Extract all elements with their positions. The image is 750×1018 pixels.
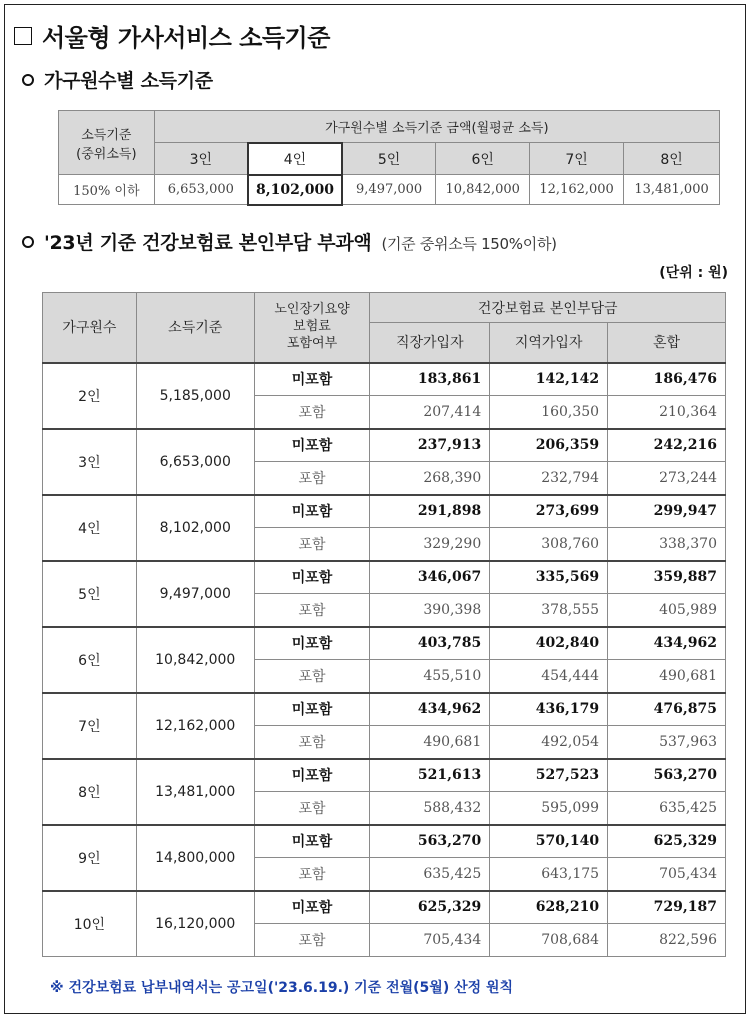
workplace-amount: 563,270 <box>370 825 490 858</box>
income-criteria: 6,653,000 <box>136 429 254 495</box>
workplace-amount: 237,913 <box>370 429 490 462</box>
t2-header-mixed: 혼합 <box>608 323 726 363</box>
mixed-amount: 537,963 <box>608 726 726 759</box>
ltc-status: 포함 <box>254 528 370 561</box>
household-size: 6인 <box>43 627 137 693</box>
t1-income-value: 13,481,000 <box>624 175 720 205</box>
table-row <box>43 561 726 594</box>
circle-bullet-icon <box>22 74 34 86</box>
income-criteria: 16,120,000 <box>136 891 254 957</box>
t1-income-value: 6,653,000 <box>154 175 248 205</box>
t1-row-header: 소득기준 (중위소득) <box>59 111 155 175</box>
regional-amount: 570,140 <box>490 825 608 858</box>
table-row <box>43 693 726 726</box>
workplace-amount: 625,329 <box>370 891 490 924</box>
household-size: 10인 <box>43 891 137 957</box>
mixed-amount: 490,681 <box>608 660 726 693</box>
income-criteria: 5,185,000 <box>136 363 254 429</box>
regional-amount: 628,210 <box>490 891 608 924</box>
ltc-status: 미포함 <box>254 825 370 858</box>
health-insurance-table <box>42 292 726 957</box>
t2-header-ltc: 노인장기요양 보험료 포함여부 <box>254 293 370 363</box>
regional-amount: 454,444 <box>490 660 608 693</box>
ltc-status: 미포함 <box>254 429 370 462</box>
mixed-amount: 338,370 <box>608 528 726 561</box>
t1-size-header: 5인 <box>342 143 436 175</box>
workplace-amount: 635,425 <box>370 858 490 891</box>
ltc-status: 포함 <box>254 660 370 693</box>
regional-amount: 142,142 <box>490 363 608 396</box>
mixed-amount: 299,947 <box>608 495 726 528</box>
regional-amount: 206,359 <box>490 429 608 462</box>
ltc-status: 포함 <box>254 792 370 825</box>
mixed-amount: 563,270 <box>608 759 726 792</box>
ltc-status: 미포함 <box>254 759 370 792</box>
table-row <box>43 363 726 396</box>
regional-amount: 643,175 <box>490 858 608 891</box>
ltc-status: 미포함 <box>254 693 370 726</box>
regional-amount: 436,179 <box>490 693 608 726</box>
t2-header-income: 소득기준 <box>136 293 254 363</box>
page-title-text: 서울형 가사서비스 소득기준 <box>42 24 330 52</box>
mixed-amount: 635,425 <box>608 792 726 825</box>
section1-title <box>22 66 213 93</box>
regional-amount: 492,054 <box>490 726 608 759</box>
mixed-amount: 625,329 <box>608 825 726 858</box>
t1-size-header: 7인 <box>530 143 624 175</box>
regional-amount: 708,684 <box>490 924 608 957</box>
t1-size-header: 4인 <box>248 143 342 175</box>
ltc-status: 포함 <box>254 594 370 627</box>
workplace-amount: 403,785 <box>370 627 490 660</box>
table-row <box>43 759 726 792</box>
t2-header-workplace: 직장가입자 <box>370 323 490 363</box>
mixed-amount: 210,364 <box>608 396 726 429</box>
section2-title-text: '23년 기준 건강보험료 본인부담 부과액 <box>44 232 372 254</box>
regional-amount: 273,699 <box>490 495 608 528</box>
workplace-amount: 434,962 <box>370 693 490 726</box>
mixed-amount: 729,187 <box>608 891 726 924</box>
table-row <box>43 891 726 924</box>
household-size: 5인 <box>43 561 137 627</box>
section2-title <box>22 228 557 255</box>
regional-amount: 232,794 <box>490 462 608 495</box>
t1-income-value: 8,102,000 <box>248 175 342 205</box>
mixed-amount: 476,875 <box>608 693 726 726</box>
ltc-status: 포함 <box>254 726 370 759</box>
t1-size-header: 8인 <box>624 143 720 175</box>
household-size: 8인 <box>43 759 137 825</box>
ltc-status: 포함 <box>254 396 370 429</box>
footnote: ※ 건강보험료 납부내역서는 공고일('23.6.19.) 기준 전월(5월) 산정 원칙 <box>50 980 514 996</box>
mixed-amount: 705,434 <box>608 858 726 891</box>
t1-income-value: 9,497,000 <box>342 175 436 205</box>
t2-header-regional: 지역가입자 <box>490 323 608 363</box>
mixed-amount: 434,962 <box>608 627 726 660</box>
regional-amount: 335,569 <box>490 561 608 594</box>
square-bullet-icon <box>14 27 32 45</box>
workplace-amount: 705,434 <box>370 924 490 957</box>
household-size: 2인 <box>43 363 137 429</box>
ltc-status: 미포함 <box>254 891 370 924</box>
unit-label: (단위 : 원) <box>659 265 728 281</box>
section2-subtitle: (기준 중위소득 150%이하) <box>381 235 557 253</box>
t1-group-header: 가구원수별 소득기준 금액(월평균 소득) <box>154 111 719 143</box>
mixed-amount: 359,887 <box>608 561 726 594</box>
income-criteria: 14,800,000 <box>136 825 254 891</box>
t2-header-household: 가구원수 <box>43 293 137 363</box>
regional-amount: 595,099 <box>490 792 608 825</box>
regional-amount: 527,523 <box>490 759 608 792</box>
workplace-amount: 588,432 <box>370 792 490 825</box>
workplace-amount: 183,861 <box>370 363 490 396</box>
income-criteria: 13,481,000 <box>136 759 254 825</box>
mixed-amount: 242,216 <box>608 429 726 462</box>
income-criteria-table <box>58 110 720 206</box>
t1-row-label: 150% 이하 <box>59 175 155 205</box>
workplace-amount: 490,681 <box>370 726 490 759</box>
income-criteria: 9,497,000 <box>136 561 254 627</box>
table-row <box>43 627 726 660</box>
workplace-amount: 346,067 <box>370 561 490 594</box>
ltc-status: 미포함 <box>254 627 370 660</box>
workplace-amount: 268,390 <box>370 462 490 495</box>
workplace-amount: 455,510 <box>370 660 490 693</box>
ltc-status: 포함 <box>254 462 370 495</box>
household-size: 7인 <box>43 693 137 759</box>
table-row <box>43 429 726 462</box>
mixed-amount: 273,244 <box>608 462 726 495</box>
workplace-amount: 207,414 <box>370 396 490 429</box>
mixed-amount: 186,476 <box>608 363 726 396</box>
t1-income-value: 10,842,000 <box>436 175 530 205</box>
income-criteria: 8,102,000 <box>136 495 254 561</box>
t1-income-value: 12,162,000 <box>530 175 624 205</box>
ltc-status: 미포함 <box>254 561 370 594</box>
t1-size-header: 3인 <box>154 143 248 175</box>
ltc-status: 포함 <box>254 924 370 957</box>
t2-header-group: 건강보험료 본인부담금 <box>370 293 726 323</box>
regional-amount: 378,555 <box>490 594 608 627</box>
table-row <box>43 495 726 528</box>
workplace-amount: 291,898 <box>370 495 490 528</box>
income-criteria: 12,162,000 <box>136 693 254 759</box>
workplace-amount: 329,290 <box>370 528 490 561</box>
workplace-amount: 390,398 <box>370 594 490 627</box>
ltc-status: 미포함 <box>254 495 370 528</box>
ltc-status: 포함 <box>254 858 370 891</box>
regional-amount: 308,760 <box>490 528 608 561</box>
mixed-amount: 822,596 <box>608 924 726 957</box>
circle-bullet-icon <box>22 236 34 248</box>
workplace-amount: 521,613 <box>370 759 490 792</box>
income-criteria: 10,842,000 <box>136 627 254 693</box>
t1-size-header: 6인 <box>436 143 530 175</box>
table-row <box>43 825 726 858</box>
page-title <box>14 18 330 53</box>
section1-title-text: 가구원수별 소득기준 <box>44 70 213 92</box>
household-size: 9인 <box>43 825 137 891</box>
mixed-amount: 405,989 <box>608 594 726 627</box>
household-size: 4인 <box>43 495 137 561</box>
regional-amount: 402,840 <box>490 627 608 660</box>
regional-amount: 160,350 <box>490 396 608 429</box>
household-size: 3인 <box>43 429 137 495</box>
ltc-status: 미포함 <box>254 363 370 396</box>
